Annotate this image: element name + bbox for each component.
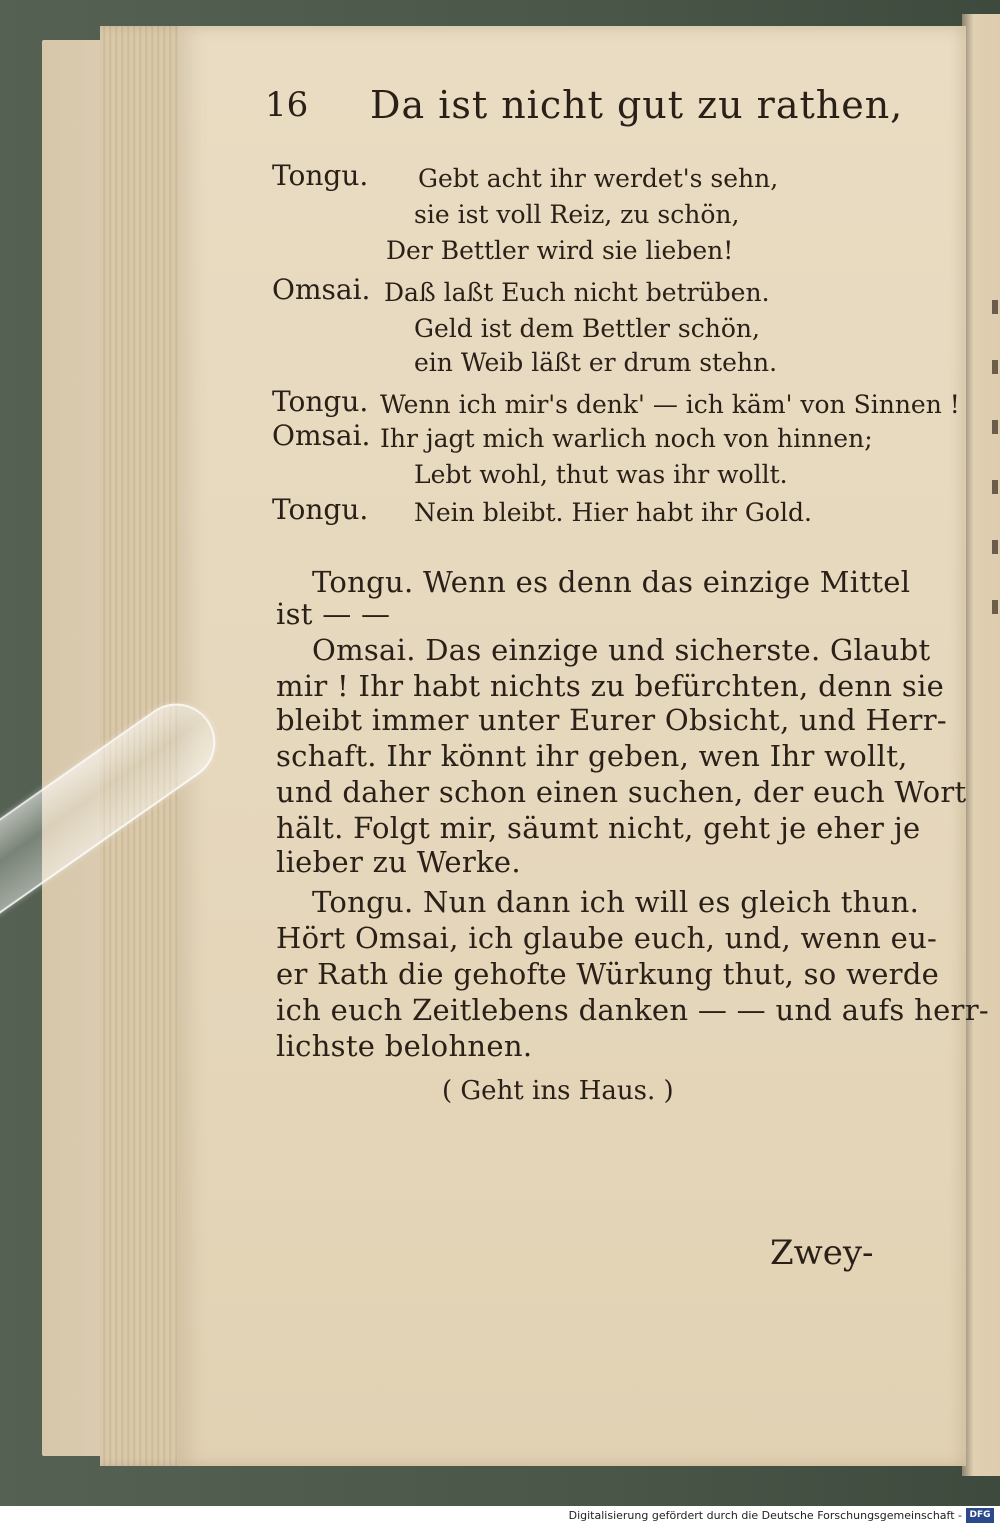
prose-line: mir ! Ihr habt nichts zu befürchten, denn sie [276,669,945,703]
catchword: Zwey- [770,1233,874,1273]
page-number: 16 [265,85,309,125]
prose-line: Tongu. Nun dann ich will es gleich thun. [312,885,920,919]
prose-line: ist — — [276,597,391,631]
running-title: Da ist nicht gut zu rathen, [370,83,904,127]
prose-line: lichste belohnen. [276,1029,533,1063]
prose-line: Hört Omsai, ich glaube euch, und, wenn eu- [276,921,938,955]
verse-line: Wenn ich mir's denk' — ich käm' von Sinnen ! [380,390,960,419]
verse-line: ein Weib läßt er drum stehn. [414,348,778,377]
next-page-edge [962,14,1000,1476]
prose-line: Omsai. Das einzige und sicherste. Glaubt [312,633,931,667]
verse-speaker: Omsai. [272,273,371,306]
prose-line: hält. Folgt mir, säumt nicht, geht je eher je [276,811,921,845]
prose-line: lieber zu Werke. [276,845,521,879]
prose-line: schaft. Ihr könnt ihr geben, wen Ihr wollt, [276,739,908,773]
prose-line: bleibt immer unter Eurer Obsicht, und Herr- [276,703,947,737]
prose-line: und daher schon einen suchen, der euch Wort [276,775,967,809]
verse-speaker: Omsai. [272,419,371,452]
verse-line: Ihr jagt mich warlich noch von hinnen; [380,424,873,453]
verse-line: Lebt wohl, thut was ihr wollt. [414,460,788,489]
verse-line: sie ist voll Reiz, zu schön, [414,200,740,229]
prose-line: ich euch Zeitlebens danken — — und aufs herr- [276,993,989,1027]
verse-line: Nein bleibt. Hier habt ihr Gold. [414,498,812,527]
verse-speaker: Tongu. [272,159,369,192]
verse-speaker: Tongu. [272,493,369,526]
prose-line: er Rath die gehofte Würkung thut, so werde [276,957,940,991]
verse-speaker: Tongu. [272,385,369,418]
prose-line: Tongu. Wenn es denn das einzige Mittel [312,565,911,599]
stage-direction: ( Geht ins Haus. ) [442,1076,674,1106]
verse-line: Gebt acht ihr werdet's sehn, [418,164,779,193]
verse-line: Der Bettler wird sie lieben! [386,236,734,265]
verse-line: Daß laßt Euch nicht betrüben. [384,278,770,307]
verse-line: Geld ist dem Bettler schön, [414,314,760,343]
funding-credit: Digitalisierung gefördert durch die Deutsche Forschungsgemeinschaft - [568,1509,962,1522]
next-page-marks [986,300,1000,660]
dfg-logo-icon: DFG [966,1508,994,1523]
